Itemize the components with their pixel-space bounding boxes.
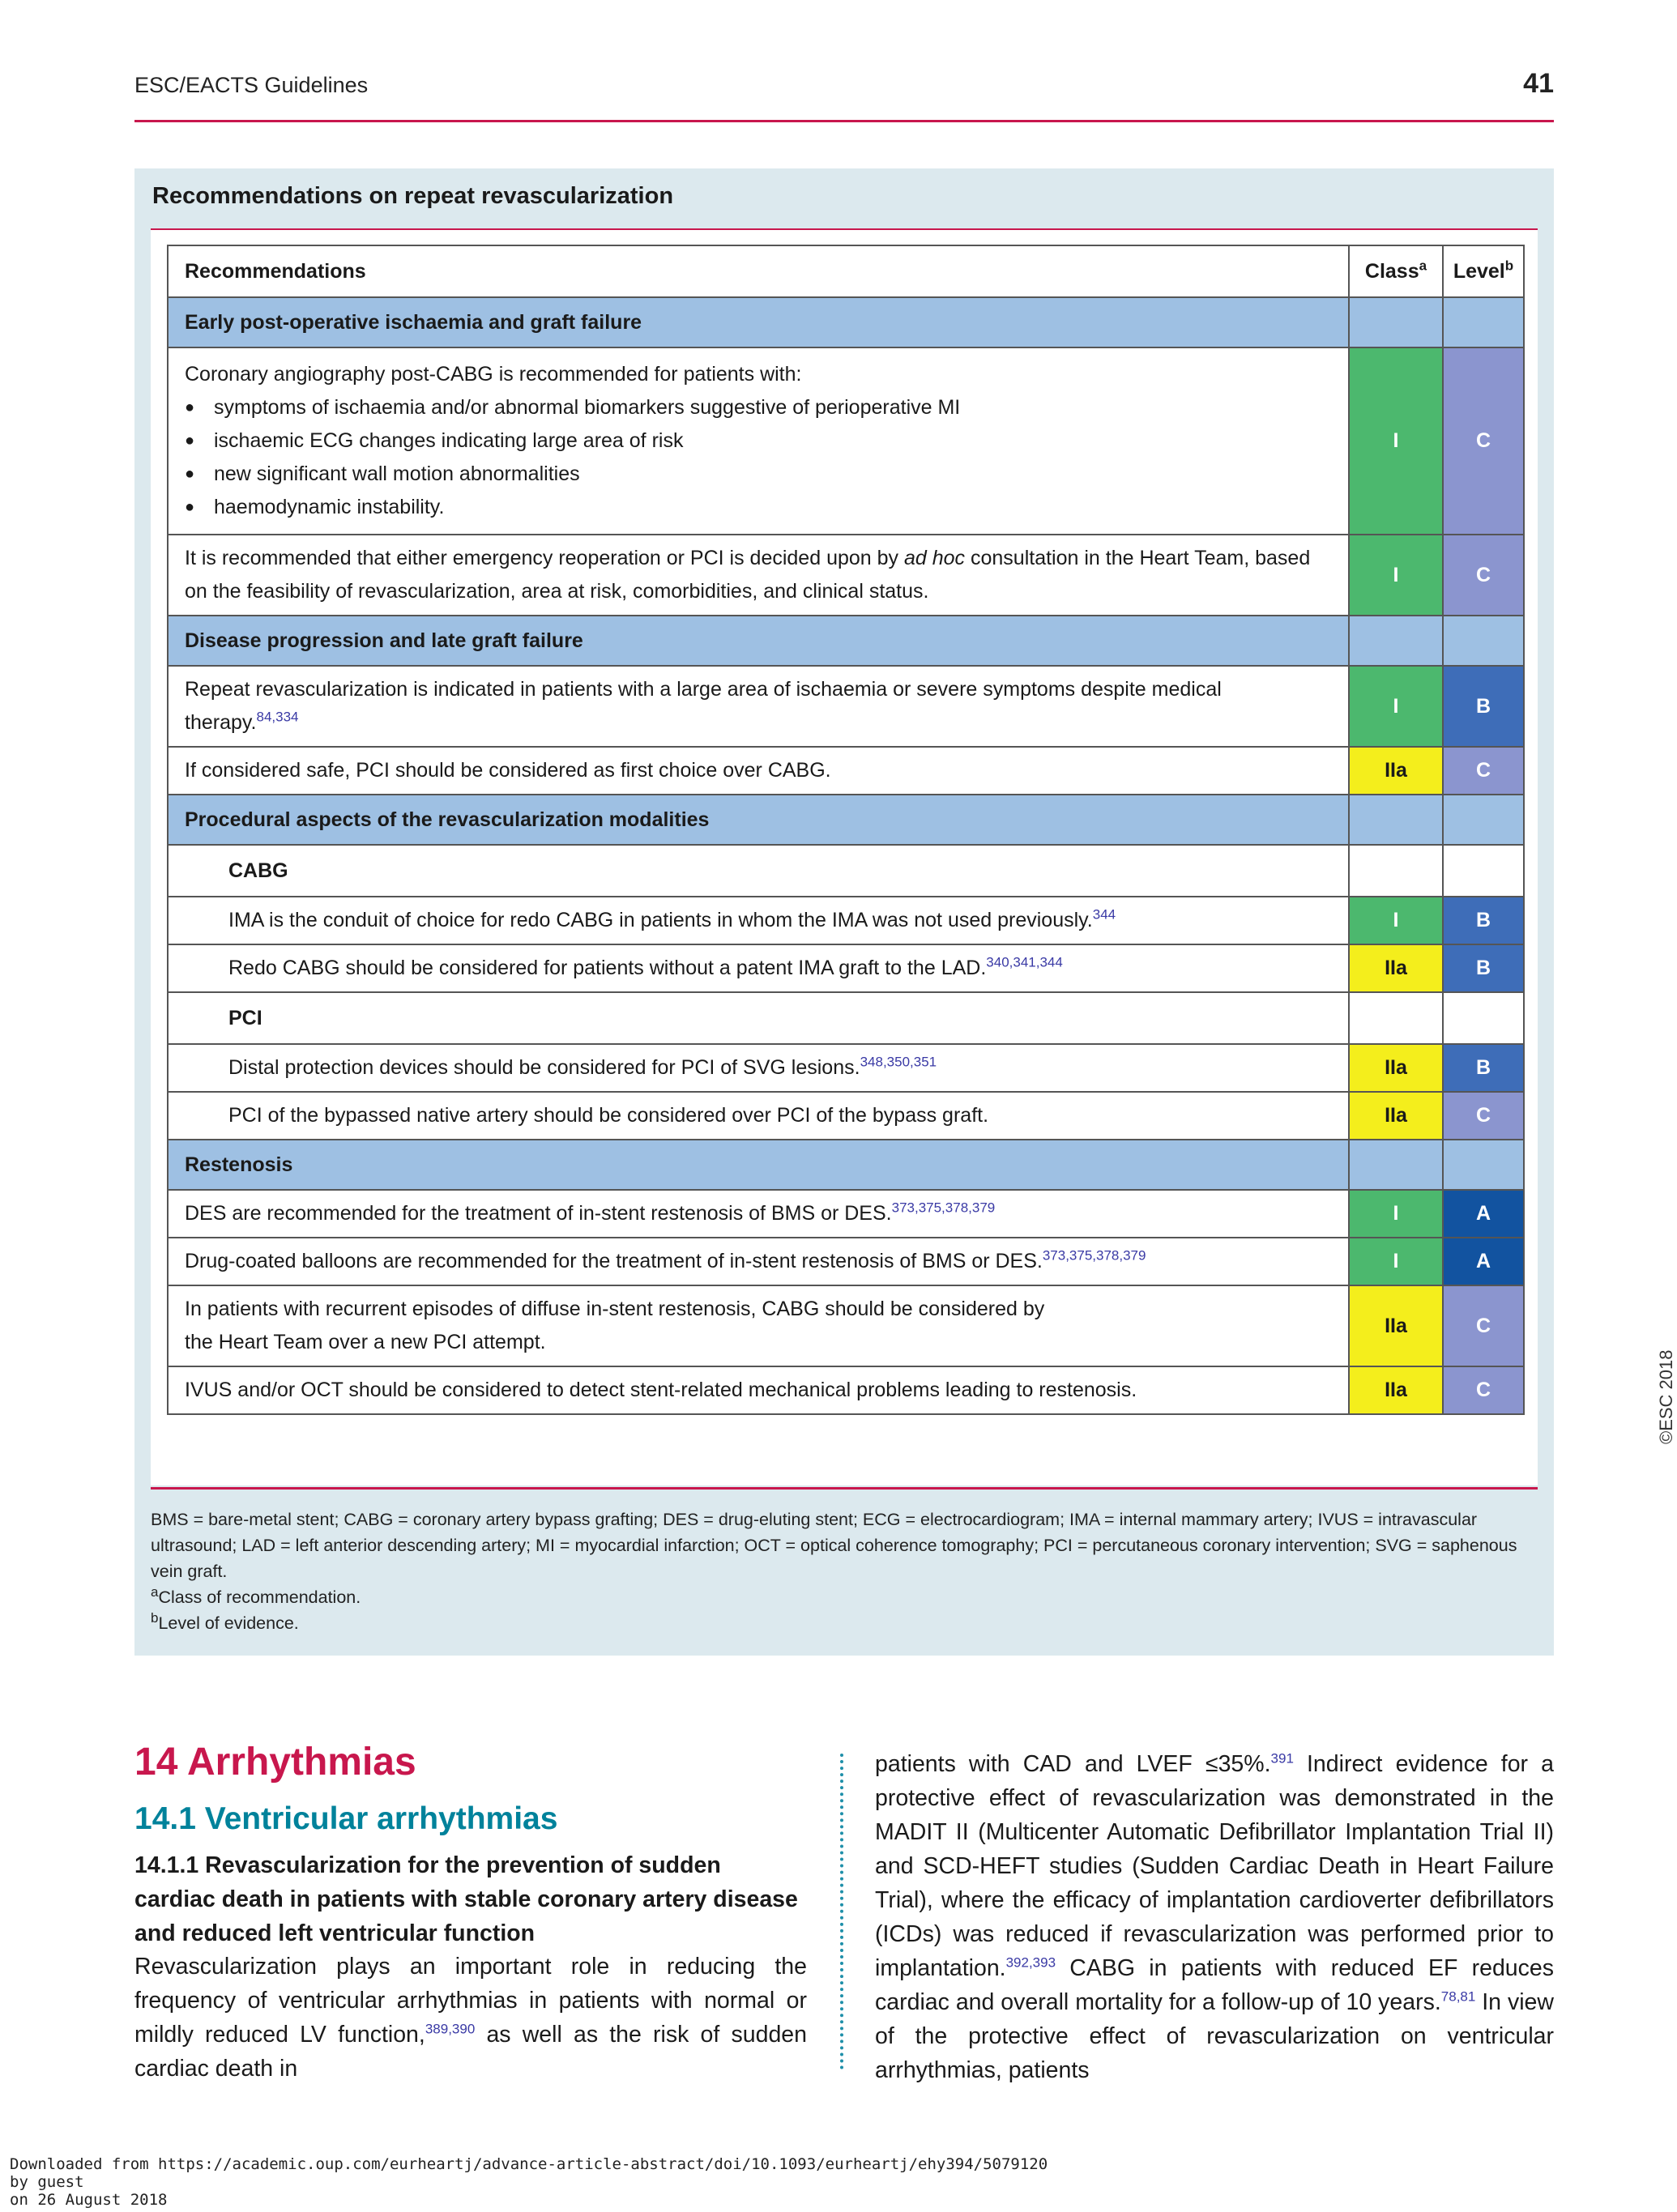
level-cell: C — [1443, 1366, 1524, 1414]
section-level-cell — [1443, 297, 1524, 347]
section-class-cell — [1349, 795, 1443, 845]
section-level-cell — [1443, 795, 1524, 845]
empty-level-cell — [1443, 845, 1524, 897]
class-cell: IIa — [1349, 1285, 1443, 1366]
reference-link[interactable]: 340,341,344 — [986, 954, 1063, 970]
level-cell: C — [1443, 747, 1524, 795]
section-title: Restenosis — [168, 1140, 1349, 1190]
recommendation-text: Redo CABG should be considered for patients without a patent IMA graft to the LAD.$^{340,341,344}$ — [168, 944, 1349, 992]
reference-link[interactable]: 344 — [1092, 906, 1116, 923]
table-header-row — [168, 245, 1524, 297]
table-row — [168, 1092, 1524, 1140]
box-body — [151, 230, 1538, 1485]
section-level-cell — [1443, 616, 1524, 666]
level-cell: C — [1443, 535, 1524, 616]
recommendation-text: Repeat revascularization is indicated in patients with a large area of ischaemia or severe symptoms despite medical therapy.$^{84,334}$ — [168, 666, 1349, 747]
recommendations-table — [167, 245, 1525, 1415]
section-row — [168, 1140, 1524, 1190]
footnote-a: $^a$Class of recommendation. — [151, 1583, 361, 1607]
table-row — [168, 747, 1524, 795]
section-class-cell — [1349, 616, 1443, 666]
running-header — [134, 68, 1554, 122]
class-cell: IIa — [1349, 747, 1443, 795]
level-cell: A — [1443, 1190, 1524, 1238]
recommendation-text: IMA is the conduit of choice for redo CABG in patients in whom the IMA was not used previously.$^{344}$ — [168, 897, 1349, 944]
col-header-recommendations: Recommendations — [168, 245, 1349, 297]
journal-section-label: ESC/EACTS Guidelines — [134, 73, 369, 97]
bullet-item: ● ischaemic ECG changes indicating large area of risk — [185, 424, 1332, 458]
reference-link[interactable]: 78,81 — [1440, 1988, 1476, 2005]
box-bottom-rule — [151, 1487, 1538, 1490]
table-row — [168, 666, 1524, 747]
section-row — [168, 795, 1524, 845]
level-cell: A — [1443, 1238, 1524, 1285]
level-cell: B — [1443, 944, 1524, 992]
abbreviations-footnote: BMS = bare-metal stent; CABG = coronary artery bypass grafting; DES = drug-eluting stent; ECG = electrocardiogram; IMA = internal mammary artery; IVUS = intravascular ultrasound; LAD = left anterior descending artery; MI = myocardial infarction; OCT = optical coherence tomography; PCI = percutaneous coronary intervention; SVG = saphenous vein graft. — [151, 1510, 1517, 1581]
table-row — [168, 347, 1524, 535]
class-cell: IIa — [1349, 1092, 1443, 1140]
recommendations-box — [134, 168, 1676, 1656]
reference-link[interactable]: 389,390 — [425, 2021, 476, 2037]
level-cell: B — [1443, 897, 1524, 944]
section-class-cell — [1349, 1140, 1443, 1190]
section-row — [168, 297, 1524, 347]
box-title: Recommendations on repeat revascularization — [152, 183, 674, 209]
recommendation-text: Distal protection devices should be considered for PCI of SVG lesions.$^{348,350,351}$ — [168, 1044, 1349, 1092]
bullet-item: ● symptoms of ischaemia and/or abnormal biomarkers suggestive of perioperative MI — [185, 391, 1332, 424]
table-row — [168, 1044, 1524, 1092]
table-row — [168, 1285, 1524, 1366]
empty-class-cell — [1349, 992, 1443, 1044]
section-heading: 14 Arrhythmias — [134, 1741, 416, 1784]
recommendation-text: Drug-coated balloons are recommended for the treatment of in-stent restenosis of BMS or DES.$^{373,375,378,379}$ — [168, 1238, 1349, 1285]
reference-link[interactable]: 373,375,378,379 — [1042, 1247, 1146, 1264]
page-number: 41 — [1523, 68, 1554, 99]
reference-link[interactable]: 84,334 — [256, 709, 299, 725]
subheading-row — [168, 992, 1524, 1044]
class-cell: I — [1349, 1190, 1443, 1238]
table-row — [168, 535, 1524, 616]
recommendation-text: PCI of the bypassed native artery should be considered over PCI of the bypass graft. — [168, 1092, 1349, 1140]
level-cell: B — [1443, 666, 1524, 747]
class-cell: IIa — [1349, 1366, 1443, 1414]
level-cell: B — [1443, 1044, 1524, 1092]
empty-level-cell — [1443, 992, 1524, 1044]
table-row — [168, 1238, 1524, 1285]
right-column-text: patients with CAD and LVEF ≤35%.$^{391}$ Indirect evidence for a protective effect of revascularization was demonstrated in the MADIT II (Multicenter Automatic Defibrillator Implantation Trial II) and SCD-HEFT studies (Sudden Cardiac Death in Heart Failure Trial), where the efficacy of implantation cardioverter defibrillators (ICDs) was reduced if revascularization was performed prior to implantation.$^{392,393}$ CABG in patients with reduced EF reduces cardiac and overall mortality for a follow-up of 10 years.$^{78,81}$ In view of the protective effect of revascularization on ventricular arrhythmias, patients — [875, 1750, 1554, 2083]
class-cell: I — [1349, 347, 1443, 535]
reference-link[interactable]: 391 — [1270, 1750, 1294, 1767]
left-column-text: Revascularization plays an important role in reducing the frequency of ventricular arrhythmias in patients with normal or mildly reduced LV function,$^{389,390}$ as well as the risk of sudden cardiac death in — [134, 1954, 807, 2082]
class-cell: I — [1349, 535, 1443, 616]
subsubsection-heading: 14.1.1 Revascularization for the prevention of sudden cardiac death in patients with stable coronary artery disease and reduced left ventricular function — [134, 1852, 798, 1946]
col-header-class: Class$^a$ — [1349, 245, 1443, 297]
section-title: Procedural aspects of the revascularization modalities — [168, 795, 1349, 845]
footnote-b: $^b$Level of evidence. — [151, 1609, 299, 1633]
recommendation-text: If considered safe, PCI should be considered as first choice over CABG. — [168, 747, 1349, 795]
class-cell: I — [1349, 897, 1443, 944]
section-level-cell — [1443, 1140, 1524, 1190]
section-class-cell — [1349, 297, 1443, 347]
section-title: Early post-operative ischaemia and graft failure — [168, 297, 1349, 347]
subheading-row — [168, 845, 1524, 897]
reference-link[interactable]: 373,375,378,379 — [891, 1200, 996, 1216]
empty-class-cell — [1349, 845, 1443, 897]
level-cell: C — [1443, 1092, 1524, 1140]
table-footnotes — [151, 1507, 1538, 1636]
recommendation-text: Coronary angiography post-CABG is recommended for patients with: ● symptoms of ischaemia and/or abnormal biomarkers suggestive of perioperative MI ● ischaemic ECG changes indicating large area of risk ● new significant wall motion abnormalities ● haemodynamic instability. — [168, 347, 1349, 535]
download-watermark: Downloaded from https://academic.oup.com/eurheartj/advance-article-abstract/doi/10.1093/eurheartj/ehy394/5079120 by guest on 26 August 2018 — [10, 2155, 1048, 2209]
recommendation-text: It is recommended that either emergency reoperation or PCI is decided upon by ad hoc consultation in the Heart Team, based on the feasibility of revascularization, area at risk, comorbidities, and clinical status. — [168, 535, 1349, 616]
bullet-item: ● new significant wall motion abnormalities — [185, 458, 1332, 491]
class-cell: IIa — [1349, 944, 1443, 992]
class-cell: I — [1349, 1238, 1443, 1285]
class-cell: I — [1349, 666, 1443, 747]
subsection-heading: 14.1 Ventricular arrhythmias — [134, 1801, 558, 1836]
level-cell: C — [1443, 1285, 1524, 1366]
recommendation-text: DES are recommended for the treatment of in-stent restenosis of BMS or DES.$^{373,375,378,379}$ — [168, 1190, 1349, 1238]
col-header-level: Level$^b$ — [1443, 245, 1524, 297]
table-row — [168, 944, 1524, 992]
reference-link[interactable]: 392,393 — [1005, 1954, 1056, 1971]
table-row — [168, 1190, 1524, 1238]
bullet-item: ● haemodynamic instability. — [185, 491, 1332, 524]
recommendation-text: IVUS and/or OCT should be considered to detect stent-related mechanical problems leading to restenosis. — [168, 1366, 1349, 1414]
recommendation-text: In patients with recurrent episodes of diffuse in-stent restenosis, CABG should be considered by the Heart Team over a new PCI attempt. — [168, 1285, 1349, 1366]
section-title: Disease progression and late graft failure — [168, 616, 1349, 666]
copyright-notice: ©ESC 2018 — [1656, 1349, 1676, 1444]
class-cell: IIa — [1349, 1044, 1443, 1092]
section-row — [168, 616, 1524, 666]
column-divider — [840, 1754, 843, 2069]
table-row — [168, 1366, 1524, 1414]
level-cell: C — [1443, 347, 1524, 535]
subheading-pci: PCI — [168, 992, 1349, 1044]
table-row — [168, 897, 1524, 944]
reference-link[interactable]: 348,350,351 — [860, 1054, 937, 1070]
subheading-cabg: CABG — [168, 845, 1349, 897]
